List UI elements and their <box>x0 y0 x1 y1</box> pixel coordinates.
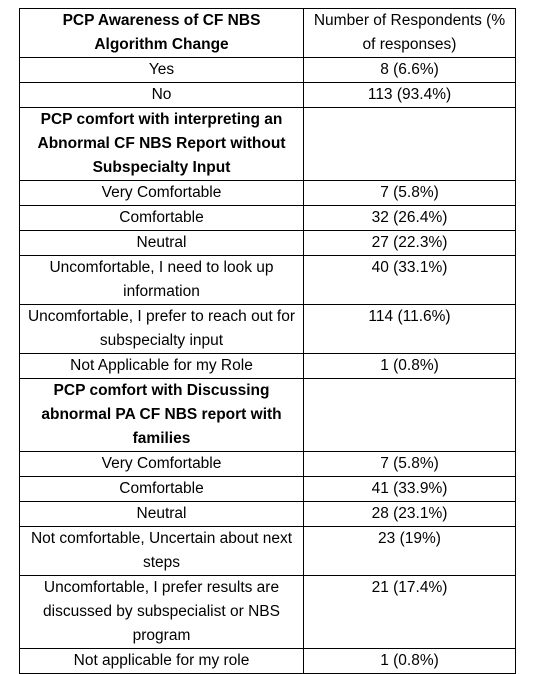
section-title: PCP comfort with Discussing abnormal PA CF NBS report with families <box>20 379 304 452</box>
response-count: 41 (33.9%) <box>304 477 516 502</box>
table-row <box>20 206 516 231</box>
response-count: 8 (6.6%) <box>304 58 516 83</box>
response-count: 114 (11.6%) <box>304 305 516 354</box>
empty-cell <box>304 379 516 452</box>
response-label: Comfortable <box>20 206 304 231</box>
section-header-row <box>20 9 516 58</box>
response-label: Neutral <box>20 231 304 256</box>
response-count: 32 (26.4%) <box>304 206 516 231</box>
response-label: Not Applicable for my Role <box>20 354 304 379</box>
response-label: Not applicable for my role <box>20 649 304 674</box>
response-label: Comfortable <box>20 477 304 502</box>
table-row <box>20 649 516 674</box>
section-header-row <box>20 379 516 452</box>
table-row <box>20 452 516 477</box>
response-count: 1 (0.8%) <box>304 354 516 379</box>
table-row <box>20 305 516 354</box>
response-label: Yes <box>20 58 304 83</box>
response-count: 28 (23.1%) <box>304 502 516 527</box>
table-row <box>20 527 516 576</box>
response-label: Uncomfortable, I prefer to reach out for subspecialty input <box>20 305 304 354</box>
table-row <box>20 181 516 206</box>
section-title: PCP Awareness of CF NBS Algorithm Change <box>20 9 304 58</box>
table-row <box>20 231 516 256</box>
response-count: 21 (17.4%) <box>304 576 516 649</box>
section-title: PCP comfort with interpreting an Abnormal CF NBS Report without Subspecialty Input <box>20 108 304 181</box>
response-label: Uncomfortable, I prefer results are discussed by subspecialist or NBS program <box>20 576 304 649</box>
response-count: 1 (0.8%) <box>304 649 516 674</box>
response-label: Very Comfortable <box>20 181 304 206</box>
response-label: Uncomfortable, I need to look up information <box>20 256 304 305</box>
table-row <box>20 83 516 108</box>
empty-cell <box>304 108 516 181</box>
response-count: 27 (22.3%) <box>304 231 516 256</box>
table-row <box>20 58 516 83</box>
table-row <box>20 502 516 527</box>
response-label: Neutral <box>20 502 304 527</box>
survey-results-table <box>19 8 516 674</box>
response-count: 23 (19%) <box>304 527 516 576</box>
table-row <box>20 576 516 649</box>
response-count: 7 (5.8%) <box>304 181 516 206</box>
response-count: 40 (33.1%) <box>304 256 516 305</box>
section-header-row <box>20 108 516 181</box>
response-label: Very Comfortable <box>20 452 304 477</box>
response-label: No <box>20 83 304 108</box>
response-label: Not comfortable, Uncertain about next steps <box>20 527 304 576</box>
column-header-respondents: Number of Respondents (% of responses) <box>304 9 516 58</box>
table-row <box>20 477 516 502</box>
table-row <box>20 256 516 305</box>
table-row <box>20 354 516 379</box>
response-count: 113 (93.4%) <box>304 83 516 108</box>
response-count: 7 (5.8%) <box>304 452 516 477</box>
